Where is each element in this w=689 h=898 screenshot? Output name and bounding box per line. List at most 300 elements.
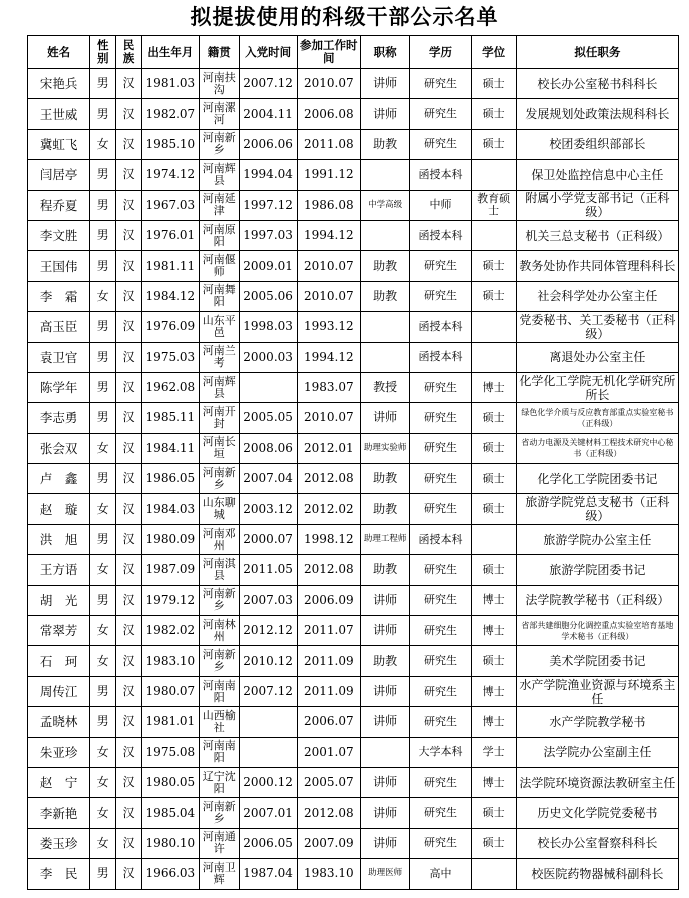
- cell-degree: [471, 160, 516, 190]
- table-row: [28, 99, 679, 129]
- cell-name: 王方语: [28, 555, 90, 585]
- cell-birth: 1983.10: [141, 646, 199, 676]
- table-row: [28, 707, 679, 737]
- cell-birth: 1985.11: [141, 403, 199, 433]
- cell-position: 校长办公室督察科科长: [516, 828, 678, 858]
- cell-gender: 女: [90, 767, 116, 797]
- cell-ethnicity: 汉: [116, 828, 142, 858]
- cell-title: 讲师: [360, 69, 409, 99]
- cell-education: 研究生: [410, 585, 471, 615]
- table-row: [28, 220, 679, 250]
- table-row: [28, 616, 679, 646]
- cell-education: 研究生: [410, 403, 471, 433]
- cell-native-place: 河南兰考: [199, 342, 239, 372]
- cell-birth: 1980.07: [141, 676, 199, 706]
- cell-position: 党委秘书、关工委秘书（正科级）: [516, 312, 678, 342]
- cell-name: 陈学年: [28, 372, 90, 402]
- cell-education: 函授本科: [410, 160, 471, 190]
- cell-party-date: 2005.05: [239, 403, 297, 433]
- cell-party-date: 2000.07: [239, 524, 297, 554]
- cell-education: 研究生: [410, 69, 471, 99]
- cell-education: 大学本科: [410, 737, 471, 767]
- cell-native-place: 河南开封: [199, 403, 239, 433]
- cell-degree: 硕士: [471, 494, 516, 524]
- cell-gender: 女: [90, 828, 116, 858]
- cell-degree: [471, 859, 516, 889]
- header-position: 拟任职务: [516, 36, 678, 69]
- cell-birth: 1981.11: [141, 251, 199, 281]
- cell-education: 高中: [410, 859, 471, 889]
- cell-name: 胡 光: [28, 585, 90, 615]
- cell-native-place: 河南偃师: [199, 251, 239, 281]
- cell-native-place: 河南邓州: [199, 524, 239, 554]
- cell-native-place: 河南新乡: [199, 464, 239, 494]
- cell-position: 美术学院团委书记: [516, 646, 678, 676]
- cell-title: 助教: [360, 281, 409, 311]
- cell-party-date: 2011.05: [239, 555, 297, 585]
- cell-degree: [471, 220, 516, 250]
- cell-education: 研究生: [410, 555, 471, 585]
- cell-birth: 1979.12: [141, 585, 199, 615]
- cell-native-place: 河南新乡: [199, 798, 239, 828]
- cell-education: 研究生: [410, 433, 471, 463]
- cell-party-date: 2007.04: [239, 464, 297, 494]
- cell-native-place: 河南南阳: [199, 676, 239, 706]
- cell-name: 王国伟: [28, 251, 90, 281]
- cell-work-date: 2012.02: [297, 494, 360, 524]
- cell-ethnicity: 汉: [116, 312, 142, 342]
- cell-name: 石 珂: [28, 646, 90, 676]
- cell-title: 讲师: [360, 676, 409, 706]
- cell-name: 袁卫官: [28, 342, 90, 372]
- cell-education: 研究生: [410, 281, 471, 311]
- cell-position: 水产学院教学秘书: [516, 707, 678, 737]
- cell-native-place: 河南新乡: [199, 585, 239, 615]
- cell-party-date: 2000.12: [239, 767, 297, 797]
- cell-party-date: 1997.12: [239, 190, 297, 220]
- cell-birth: 1982.02: [141, 616, 199, 646]
- cell-party-date: 1997.03: [239, 220, 297, 250]
- cell-birth: 1976.01: [141, 220, 199, 250]
- cell-ethnicity: 汉: [116, 555, 142, 585]
- header-ethnicity: 民族: [116, 36, 142, 69]
- cell-party-date: 2006.05: [239, 828, 297, 858]
- cell-native-place: 河南林州: [199, 616, 239, 646]
- cell-birth: 1984.03: [141, 494, 199, 524]
- cell-position: 旅游学院团委书记: [516, 555, 678, 585]
- cell-education: 函授本科: [410, 312, 471, 342]
- cell-title: 助理实验师: [360, 433, 409, 463]
- table-row: [28, 676, 679, 706]
- table-row: [28, 494, 679, 524]
- cell-native-place: 河南辉县: [199, 160, 239, 190]
- cell-degree: [471, 524, 516, 554]
- table-row: [28, 555, 679, 585]
- cell-native-place: 河南舞阳: [199, 281, 239, 311]
- cell-ethnicity: 汉: [116, 737, 142, 767]
- cell-title: 助教: [360, 646, 409, 676]
- cell-education: 研究生: [410, 372, 471, 402]
- cell-work-date: 2006.09: [297, 585, 360, 615]
- table-row: [28, 828, 679, 858]
- cell-gender: 男: [90, 859, 116, 889]
- cell-ethnicity: 汉: [116, 859, 142, 889]
- cell-birth: 1980.10: [141, 828, 199, 858]
- cell-degree: 硕士: [471, 798, 516, 828]
- cell-education: 研究生: [410, 828, 471, 858]
- cell-ethnicity: 汉: [116, 494, 142, 524]
- cell-position: 校团委组织部部长: [516, 129, 678, 159]
- cell-education: 函授本科: [410, 524, 471, 554]
- cell-gender: 女: [90, 281, 116, 311]
- cell-party-date: 2007.03: [239, 585, 297, 615]
- table-row: [28, 69, 679, 99]
- cell-native-place: 河南通许: [199, 828, 239, 858]
- cell-ethnicity: 汉: [116, 190, 142, 220]
- table-row: [28, 160, 679, 190]
- cell-gender: 男: [90, 464, 116, 494]
- cell-work-date: 1986.08: [297, 190, 360, 220]
- cell-work-date: 2010.07: [297, 69, 360, 99]
- cell-education: 研究生: [410, 99, 471, 129]
- cell-title: 助教: [360, 464, 409, 494]
- cell-gender: 男: [90, 69, 116, 99]
- cell-education: 中师: [410, 190, 471, 220]
- cell-title: 讲师: [360, 798, 409, 828]
- cell-birth: 1985.04: [141, 798, 199, 828]
- cell-work-date: 2005.07: [297, 767, 360, 797]
- cell-education: 研究生: [410, 129, 471, 159]
- cell-party-date: [239, 707, 297, 737]
- header-gender: 性别: [90, 36, 116, 69]
- cell-position: 法学院教学秘书（正科级）: [516, 585, 678, 615]
- cell-degree: 硕士: [471, 555, 516, 585]
- cell-degree: 硕士: [471, 281, 516, 311]
- cell-birth: 1980.05: [141, 767, 199, 797]
- cell-ethnicity: 汉: [116, 99, 142, 129]
- header-row: [28, 36, 679, 69]
- cell-position: 离退处办公室主任: [516, 342, 678, 372]
- table-row: [28, 464, 679, 494]
- page-title: 拟提拔使用的科级干部公示名单: [190, 5, 499, 29]
- cell-degree: 硕士: [471, 69, 516, 99]
- cell-work-date: 1998.12: [297, 524, 360, 554]
- cell-party-date: 2006.06: [239, 129, 297, 159]
- cell-name: 娄玉珍: [28, 828, 90, 858]
- cell-name: 王世威: [28, 99, 90, 129]
- cell-education: 研究生: [410, 798, 471, 828]
- cell-party-date: 2007.01: [239, 798, 297, 828]
- cell-title: 助教: [360, 494, 409, 524]
- cell-degree: [471, 312, 516, 342]
- table-row: [28, 251, 679, 281]
- cell-party-date: 2005.06: [239, 281, 297, 311]
- cell-native-place: 山西榆社: [199, 707, 239, 737]
- cell-name: 冀虹飞: [28, 129, 90, 159]
- cell-title: 教授: [360, 372, 409, 402]
- cell-education: 研究生: [410, 767, 471, 797]
- cell-birth: 1982.07: [141, 99, 199, 129]
- cell-work-date: 2010.07: [297, 403, 360, 433]
- cell-birth: 1986.05: [141, 464, 199, 494]
- cell-work-date: 2007.09: [297, 828, 360, 858]
- header-work-date: 参加工作时间: [297, 36, 360, 69]
- cell-gender: 女: [90, 129, 116, 159]
- cell-gender: 男: [90, 220, 116, 250]
- cell-birth: 1976.09: [141, 312, 199, 342]
- cell-party-date: 2009.01: [239, 251, 297, 281]
- cell-party-date: 2007.12: [239, 69, 297, 99]
- cell-ethnicity: 汉: [116, 464, 142, 494]
- cell-education: 研究生: [410, 251, 471, 281]
- cell-gender: 男: [90, 251, 116, 281]
- cell-gender: 男: [90, 403, 116, 433]
- cell-position: 绿色化学介质与反应教育部重点实验室秘书（正科级）: [516, 403, 678, 433]
- cell-position: 校医院药物器械科副科长: [516, 859, 678, 889]
- cell-native-place: 河南新乡: [199, 129, 239, 159]
- cell-title: 中学高级: [360, 190, 409, 220]
- cell-gender: 女: [90, 433, 116, 463]
- cell-gender: 男: [90, 342, 116, 372]
- cell-name: 常翠芳: [28, 616, 90, 646]
- cell-title: 助理工程师: [360, 524, 409, 554]
- cell-native-place: 河南扶沟: [199, 69, 239, 99]
- cell-position: 省动力电源及关键材料工程技术研究中心秘书（正科级）: [516, 433, 678, 463]
- cell-position: 旅游学院党总支秘书（正科级）: [516, 494, 678, 524]
- cell-gender: 男: [90, 372, 116, 402]
- cell-position: 法学院办公室副主任: [516, 737, 678, 767]
- cell-degree: 博士: [471, 616, 516, 646]
- cell-ethnicity: 汉: [116, 707, 142, 737]
- cell-name: 李新艳: [28, 798, 90, 828]
- cell-degree: 博士: [471, 676, 516, 706]
- cell-work-date: 1983.10: [297, 859, 360, 889]
- cell-degree: 硕士: [471, 403, 516, 433]
- cell-birth: 1975.03: [141, 342, 199, 372]
- cell-birth: 1984.11: [141, 433, 199, 463]
- cell-gender: 女: [90, 798, 116, 828]
- cell-party-date: 2008.06: [239, 433, 297, 463]
- cell-gender: 男: [90, 585, 116, 615]
- cell-work-date: 2011.09: [297, 646, 360, 676]
- table-row: [28, 767, 679, 797]
- cell-name: 赵 璇: [28, 494, 90, 524]
- cell-title: [360, 312, 409, 342]
- cell-title: 讲师: [360, 403, 409, 433]
- cell-title: 讲师: [360, 767, 409, 797]
- cell-party-date: 2003.12: [239, 494, 297, 524]
- cell-work-date: 2010.07: [297, 281, 360, 311]
- cell-party-date: 2007.12: [239, 676, 297, 706]
- cell-title: 讲师: [360, 707, 409, 737]
- candidate-table: [27, 35, 679, 890]
- table-row: [28, 129, 679, 159]
- cell-title: 助教: [360, 555, 409, 585]
- cell-work-date: 2012.08: [297, 464, 360, 494]
- cell-gender: 女: [90, 646, 116, 676]
- cell-work-date: 2001.07: [297, 737, 360, 767]
- cell-party-date: [239, 737, 297, 767]
- cell-party-date: 2010.12: [239, 646, 297, 676]
- table-row: [28, 646, 679, 676]
- cell-degree: 硕士: [471, 828, 516, 858]
- cell-ethnicity: 汉: [116, 646, 142, 676]
- cell-title: [360, 737, 409, 767]
- cell-gender: 男: [90, 707, 116, 737]
- cell-birth: 1974.12: [141, 160, 199, 190]
- table-row: [28, 859, 679, 889]
- cell-ethnicity: 汉: [116, 281, 142, 311]
- cell-gender: 男: [90, 524, 116, 554]
- cell-gender: 男: [90, 676, 116, 706]
- cell-work-date: 2012.08: [297, 555, 360, 585]
- table-row: [28, 372, 679, 402]
- cell-position: 省部共建细胞分化调控重点实验室培育基地学术秘书（正科级）: [516, 616, 678, 646]
- cell-native-place: 河南漯河: [199, 99, 239, 129]
- cell-position: 保卫处监控信息中心主任: [516, 160, 678, 190]
- cell-name: 李 霜: [28, 281, 90, 311]
- cell-party-date: 1998.03: [239, 312, 297, 342]
- cell-name: 程乔夏: [28, 190, 90, 220]
- cell-education: 研究生: [410, 494, 471, 524]
- cell-birth: 1987.09: [141, 555, 199, 585]
- cell-title: 助教: [360, 251, 409, 281]
- cell-ethnicity: 汉: [116, 676, 142, 706]
- cell-native-place: 河南原阳: [199, 220, 239, 250]
- cell-work-date: 2006.08: [297, 99, 360, 129]
- cell-degree: 博士: [471, 767, 516, 797]
- table-row: [28, 312, 679, 342]
- cell-degree: 博士: [471, 707, 516, 737]
- cell-party-date: 2012.12: [239, 616, 297, 646]
- cell-gender: 女: [90, 616, 116, 646]
- cell-work-date: 2011.09: [297, 676, 360, 706]
- cell-ethnicity: 汉: [116, 372, 142, 402]
- cell-gender: 男: [90, 160, 116, 190]
- cell-position: 法学院环境资源法教研室主任: [516, 767, 678, 797]
- cell-gender: 男: [90, 190, 116, 220]
- cell-ethnicity: 汉: [116, 342, 142, 372]
- cell-position: 旅游学院办公室主任: [516, 524, 678, 554]
- cell-ethnicity: 汉: [116, 433, 142, 463]
- cell-degree: 博士: [471, 372, 516, 402]
- cell-education: 函授本科: [410, 220, 471, 250]
- cell-degree: 硕士: [471, 99, 516, 129]
- cell-gender: 女: [90, 494, 116, 524]
- table-row: [28, 524, 679, 554]
- cell-party-date: [239, 372, 297, 402]
- cell-birth: 1984.12: [141, 281, 199, 311]
- cell-degree: 硕士: [471, 251, 516, 281]
- cell-name: 朱亚珍: [28, 737, 90, 767]
- cell-degree: 硕士: [471, 646, 516, 676]
- table-row: [28, 281, 679, 311]
- cell-name: 李志勇: [28, 403, 90, 433]
- cell-work-date: 1994.12: [297, 220, 360, 250]
- cell-name: 张会双: [28, 433, 90, 463]
- cell-native-place: 山东平邑: [199, 312, 239, 342]
- cell-ethnicity: 汉: [116, 69, 142, 99]
- header-native-place: 籍贯: [199, 36, 239, 69]
- header-name: 姓名: [28, 36, 90, 69]
- cell-position: 校长办公室秘书科科长: [516, 69, 678, 99]
- cell-ethnicity: 汉: [116, 616, 142, 646]
- cell-native-place: 河南辉县: [199, 372, 239, 402]
- cell-title: [360, 220, 409, 250]
- cell-education: 研究生: [410, 464, 471, 494]
- cell-native-place: 河南卫辉: [199, 859, 239, 889]
- cell-work-date: 1983.07: [297, 372, 360, 402]
- cell-ethnicity: 汉: [116, 129, 142, 159]
- cell-gender: 女: [90, 555, 116, 585]
- cell-degree: 硕士: [471, 464, 516, 494]
- cell-title: 讲师: [360, 616, 409, 646]
- table-row: [28, 190, 679, 220]
- cell-degree: 博士: [471, 585, 516, 615]
- cell-party-date: 2004.11: [239, 99, 297, 129]
- cell-birth: 1975.08: [141, 737, 199, 767]
- cell-position: 水产学院渔业资源与环境系主任: [516, 676, 678, 706]
- table-row: [28, 798, 679, 828]
- cell-birth: 1985.10: [141, 129, 199, 159]
- header-party-date: 入党时间: [239, 36, 297, 69]
- cell-work-date: 1991.12: [297, 160, 360, 190]
- cell-title: 助教: [360, 129, 409, 159]
- cell-position: 化学化工学院无机化学研究所所长: [516, 372, 678, 402]
- cell-party-date: 1994.04: [239, 160, 297, 190]
- cell-work-date: 2011.08: [297, 129, 360, 159]
- cell-degree: 硕士: [471, 433, 516, 463]
- cell-ethnicity: 汉: [116, 585, 142, 615]
- cell-native-place: 河南延津: [199, 190, 239, 220]
- cell-ethnicity: 汉: [116, 403, 142, 433]
- cell-degree: 教育硕士: [471, 190, 516, 220]
- cell-ethnicity: 汉: [116, 251, 142, 281]
- cell-work-date: 2006.07: [297, 707, 360, 737]
- cell-gender: 女: [90, 737, 116, 767]
- cell-position: 社会科学处办公室主任: [516, 281, 678, 311]
- cell-education: 研究生: [410, 616, 471, 646]
- cell-name: 周传江: [28, 676, 90, 706]
- header-education: 学历: [410, 36, 471, 69]
- cell-education: 函授本科: [410, 342, 471, 372]
- header-title: 职称: [360, 36, 409, 69]
- cell-position: 历史文化学院党委秘书: [516, 798, 678, 828]
- cell-degree: 硕士: [471, 129, 516, 159]
- cell-native-place: 辽宁沈阳: [199, 767, 239, 797]
- cell-name: 赵 宁: [28, 767, 90, 797]
- cell-position: 机关三总支秘书（正科级）: [516, 220, 678, 250]
- cell-name: 闫居亭: [28, 160, 90, 190]
- cell-title: 讲师: [360, 99, 409, 129]
- cell-work-date: 2011.07: [297, 616, 360, 646]
- cell-education: 研究生: [410, 676, 471, 706]
- cell-name: 高玉臣: [28, 312, 90, 342]
- cell-position: 发展规划处政策法规科科长: [516, 99, 678, 129]
- cell-birth: 1966.03: [141, 859, 199, 889]
- table-row: [28, 342, 679, 372]
- cell-title: 助理医师: [360, 859, 409, 889]
- cell-degree: [471, 342, 516, 372]
- cell-education: 研究生: [410, 707, 471, 737]
- cell-name: 卢 鑫: [28, 464, 90, 494]
- cell-work-date: 1993.12: [297, 312, 360, 342]
- table-row: [28, 403, 679, 433]
- cell-ethnicity: 汉: [116, 160, 142, 190]
- cell-title: 讲师: [360, 585, 409, 615]
- cell-ethnicity: 汉: [116, 767, 142, 797]
- cell-ethnicity: 汉: [116, 798, 142, 828]
